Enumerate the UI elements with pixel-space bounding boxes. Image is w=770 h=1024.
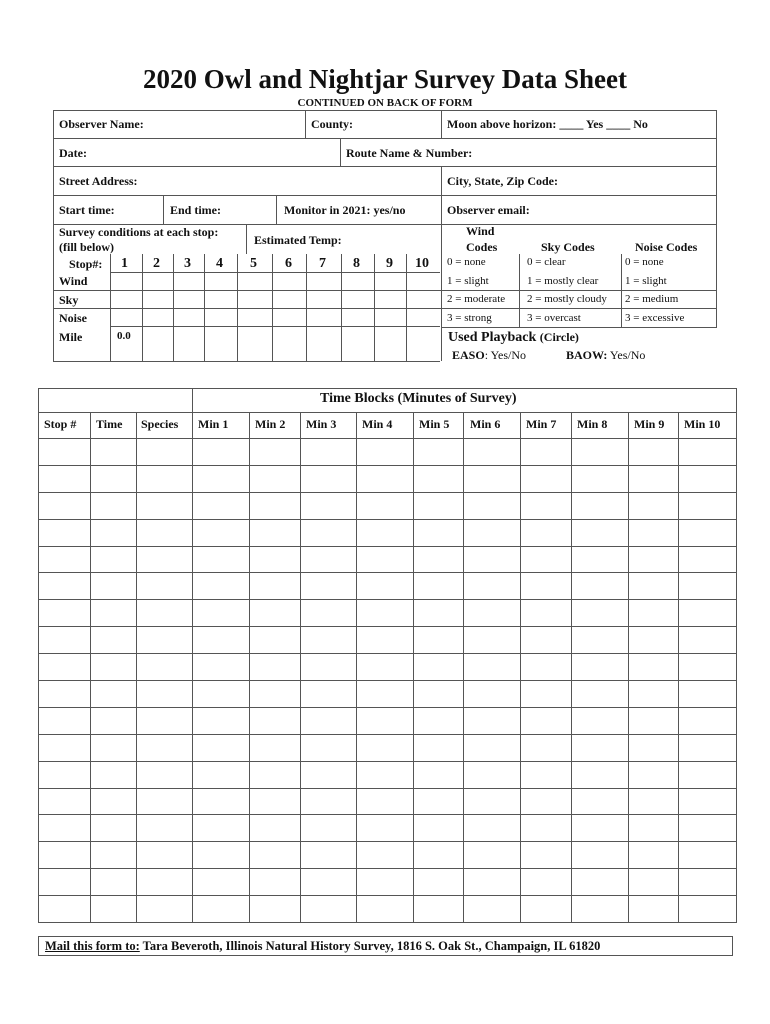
used-playback-label [448,330,579,346]
col-header-min-9: Min 9 [634,417,665,431]
wind-code: 2 = moderate [447,293,506,305]
table-row-line [38,761,737,762]
table-row-line [38,599,737,600]
wind-row-label: Wind [59,274,88,288]
col-header-min-1: Min 1 [198,417,229,431]
stop-8: 8 [353,256,360,271]
used-playback-title: Used Playback [448,330,537,345]
stop-1: 1 [121,256,128,271]
stop-number-label: Stop#: [69,257,103,271]
mile-row-label: Mile [59,330,83,344]
stop-6: 6 [285,256,292,271]
mail-to-label: Mail this form to: [45,939,140,953]
col-header-min-6: Min 6 [470,417,501,431]
time-blocks-title: Time Blocks (Minutes of Survey) [320,391,517,406]
wind-codes-label-2: Codes [466,240,498,254]
survey-conditions-label: Survey conditions at each stop: [59,225,219,239]
noise-code: 3 = excessive [625,312,685,324]
col-header-min-3: Min 3 [306,417,337,431]
col-header-time: Time [96,417,123,431]
sky-row-label: Sky [59,293,79,307]
easo-playback [452,348,526,363]
table-row-line [38,680,737,681]
table-row-line [38,841,737,842]
noise-codes-label: Noise Codes [635,240,698,254]
end-time-label: End time: [170,203,221,217]
col-header-min-2: Min 2 [255,417,286,431]
col-header-min-7: Min 7 [526,417,557,431]
wind-code: 1 = slight [447,275,489,287]
col-header-min-8: Min 8 [577,417,608,431]
noise-row-label: Noise [59,311,87,325]
stop-5: 5 [250,256,257,271]
stop-7: 7 [319,256,326,271]
table-row-line [38,519,737,520]
noise-code: 1 = slight [625,275,667,287]
mailing-address [38,936,733,956]
table-row-line [38,626,737,627]
mail-to-address: Tara Beveroth, Illinois Natural History Survey, 1816 S. Oak St., Champaign, IL 61820 [139,939,601,953]
page-title: 2020 Owl and Nightjar Survey Data Sheet [142,64,627,94]
col-header-min-10: Min 10 [684,417,721,431]
wind-codes-label: Wind [466,224,495,238]
easo-label: EASO [452,348,485,362]
sky-code: 2 = mostly cloudy [527,293,607,305]
fill-below-label: (fill below) [59,240,114,254]
sky-code: 1 = mostly clear [527,275,599,287]
stop-4: 4 [216,256,223,271]
wind-code: 3 = strong [447,312,492,324]
date-label: Date: [59,146,87,160]
table-row-line [38,814,737,815]
sky-code: 0 = clear [527,256,566,268]
circle-label: (Circle) [539,330,579,344]
observer-name-label: Observer Name: [59,117,144,131]
route-label: Route Name & Number: [346,146,473,160]
table-row-line [38,922,737,923]
baow-value: Yes/No [609,348,646,362]
table-row-line [38,653,737,654]
table-row-line [38,895,737,896]
stop-2: 2 [153,256,160,271]
monitor-label: Monitor in 2021: yes/no [284,203,406,217]
stop-9: 9 [386,256,393,271]
col-header-min-4: Min 4 [362,417,393,431]
table-row-line [38,438,737,439]
baow-label: BAOW: [566,348,608,362]
start-time-label: Start time: [59,203,115,217]
county-label: County: [311,117,354,131]
table-row-line [38,546,737,547]
table-row-line [38,868,737,869]
wind-code: 0 = none [447,256,486,268]
table-row-line [38,788,737,789]
observer-email-label: Observer email: [447,203,530,217]
page-subtitle: CONTINUED ON BACK OF FORM [297,97,473,109]
noise-code: 0 = none [625,256,664,268]
col-header-stop: Stop # [44,417,77,431]
sky-codes-label: Sky Codes [541,240,595,254]
col-header-species: Species [141,417,179,431]
stop-10: 10 [415,256,429,271]
stop-3: 3 [184,256,191,271]
mile-first-value: 0.0 [117,330,131,342]
street-address-label: Street Address: [59,174,138,188]
table-row-line [38,572,737,573]
table-row-line [38,465,737,466]
baow-playback [566,348,645,363]
sky-code: 3 = overcast [527,312,581,324]
city-state-zip-label: City, State, Zip Code: [447,174,558,188]
estimated-temp-label: Estimated Temp: [254,233,342,247]
easo-value: : Yes/No [484,348,527,362]
table-row-line [38,492,737,493]
col-header-min-5: Min 5 [419,417,450,431]
moon-label: Moon above horizon: ____ Yes ____ No [447,117,648,131]
noise-code: 2 = medium [625,293,679,305]
table-row-line [38,734,737,735]
table-row-line [38,707,737,708]
